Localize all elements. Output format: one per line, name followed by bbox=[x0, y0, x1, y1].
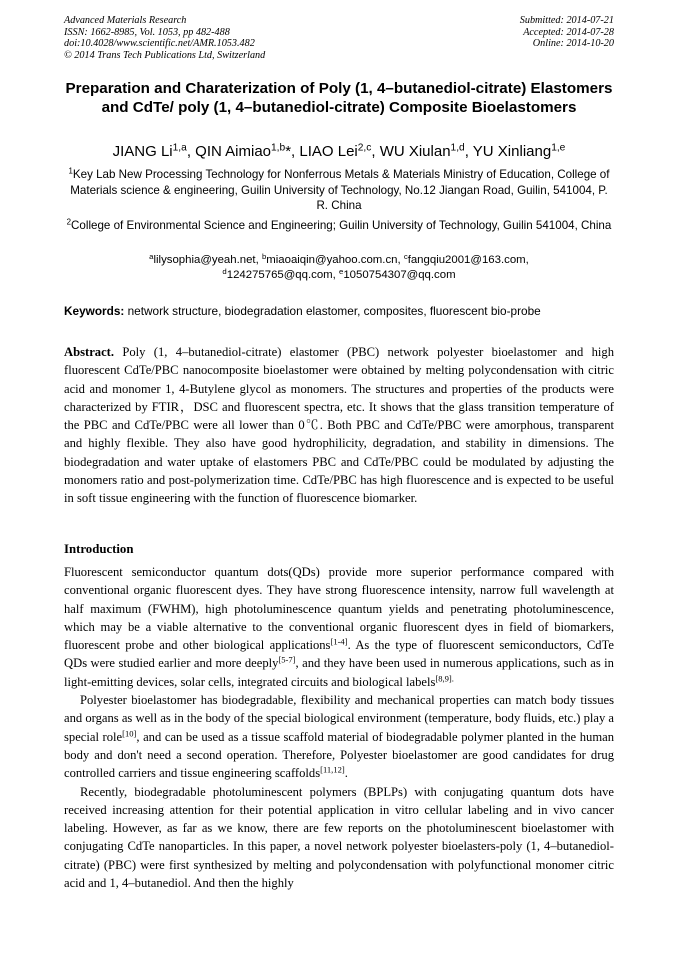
submitted-date: Submitted: 2014-07-21 bbox=[519, 15, 614, 26]
author-list bbox=[64, 142, 614, 162]
intro-paragraph-3: Recently, biodegradable photoluminescent polymers (BPLPs) with conjugating quantum dots have received increasing attention for their potential application in vitro cellular labeling and in vivo cancer labeling. However, as far as we know, there are few reports on the photoluminescent bioelastomer with conjugating CdTe nanoparticles. In this paper, a novel network polyester bioelasters-poly (1, 4–butanediol-citrate) (PBC) were first synthesized by melting and polycondensation with polyfunctional monomer citric acid and 1, 4–butanediol. And then the highly bbox=[64, 784, 614, 891]
citation[interactable]: [10] bbox=[122, 727, 137, 738]
journal-header bbox=[64, 15, 265, 61]
copyright-line: © 2014 Trans Tech Publications Ltd, Switzerland bbox=[64, 49, 266, 61]
doi-line[interactable]: doi:10.4028/www.scientific.net/AMR.1053.482 bbox=[64, 38, 255, 50]
abstract-label: Abstract. bbox=[64, 345, 115, 359]
citation[interactable]: [11,12] bbox=[320, 764, 345, 775]
introduction-heading: Introduction bbox=[64, 542, 134, 556]
abstract-text: Poly (1, 4–butanediol-citrate) elastomer (PBC) network polyester bioelastomer and high fluorescent CdTe/PBC nanocomposite bioelastomer were obtained by melting polycondensation with citric acid and monomer 1, 4-Butylene glycol as monomers. The structures and properties of the products were characterized by FTIR，DSC and fluorescent spectra, etc. It shows that the glass transition temperature of the PBC and CdTe/PBC were all lower than 0℃. Both PBC and CdTe/PBC were amorphous, transparent and highly flexible. They also have good hydrophilicity, degradation, and stability in dimensions. The biodegradation and water uptake of elastomers PBC and CdTe/PBC could be modulated by adjusting the monomers ratio and post-polymerization time. CdTe/PBC has high fluorescence and is expected to be useful in soft tissue engineering with the function of fluorescence biomarker. bbox=[64, 345, 614, 506]
keywords-text: network structure, biodegradation elastomer, composites, fluorescent bio-probe bbox=[124, 304, 541, 318]
keywords bbox=[64, 303, 614, 319]
author: YU Xinliang$^{1,e}$ bbox=[472, 142, 566, 160]
citation[interactable]: [8,9]. bbox=[435, 673, 454, 684]
issn-line: ISSN: 1662-8985, Vol. 1053, pp 482-488 bbox=[64, 26, 230, 38]
author: JIANG Li$^{1,a}$, bbox=[112, 142, 196, 160]
email[interactable]: $^a$lilysophia@yeah.net, bbox=[149, 251, 262, 266]
intro-paragraph-1: Fluorescent semiconductor quantum dots(QDs) provide more superior performance compared with conventional organic fluorescent dyes. They have strong fluorescence intensity, narrow full wavelength at half maximum (FWHM), high photoluminescence quantum yields and penetrating photoluminescence, which may be a viable alternative to the conventional organic fluorescent dyes in field of biomarkers, fluorescent probe and other biological applications[1-4]. As the type of fluorescent semiconductors, CdTe QDs were studied earlier and more deeply[5-7], and they have been used in numerous applications, such as in light-emitting devices, solar cells, integrated circuits and biological labels$^{[8,9].}$ bbox=[64, 565, 614, 689]
citation[interactable]: [1-4] bbox=[330, 636, 348, 647]
email[interactable]: $^b$miaoaiqin@yahoo.com.cn, bbox=[261, 251, 404, 266]
intro-paragraph-2: Polyester bioelastomer has biodegradable, flexibility and mechanical properties can match body tissues and organs as well as in the body of the special biological environment (temperature, body fluids, etc.) play a special role[10], and can be used as a tissue scaffold material of biodegradable polymer planted in the human body and don't need a second operation. Therefore, Polyester bioelastomer are good candidates for drug controlled carriers and tissue engineering scaffolds[11,12]. bbox=[64, 693, 614, 781]
email[interactable]: $^e$1050754307@qq.com bbox=[339, 266, 456, 281]
citation[interactable]: [5-7] bbox=[278, 654, 296, 665]
author: LIAO Lei$^{2,c}$, bbox=[299, 142, 380, 160]
accepted-date: Accepted: 2014-07-28 bbox=[523, 26, 614, 38]
keywords-label: Keywords: bbox=[64, 304, 125, 318]
online-date: Online: 2014-10-20 bbox=[532, 38, 614, 50]
author: QIN Aimiao$^{1,b}$*, bbox=[195, 142, 300, 160]
dates-header bbox=[520, 15, 614, 50]
affiliation-2: $^2$College of Environmental Science and Engineering; Guilin University of Technology, Guilin 541004, China bbox=[66, 217, 612, 232]
affiliation-1: $^1$Key Lab New Processing Technology for Nonferrous Metals & Materials Ministry of Education, College of Materials science & engineering, Guilin University of Technology, No.12 Jiangan Road, Guilin, 541004, P. R. China bbox=[68, 166, 610, 213]
paper-title: Preparation and Charaterization of Poly (1, 4–butanediol-citrate) Elastomers and CdTe/ poly (1, 4–butanediol-citrate) Composite Bioelastomers bbox=[65, 80, 613, 116]
author-emails bbox=[64, 253, 614, 283]
journal-name: Advanced Materials Research bbox=[64, 15, 187, 26]
email[interactable]: $^d$124275765@qq.com, bbox=[222, 266, 339, 281]
introduction-body bbox=[64, 563, 614, 892]
email[interactable]: $^c$fangqiu2001@163.com, bbox=[403, 251, 529, 266]
abstract bbox=[64, 343, 614, 508]
author: WU Xiulan$^{1,d}$, bbox=[379, 142, 473, 160]
